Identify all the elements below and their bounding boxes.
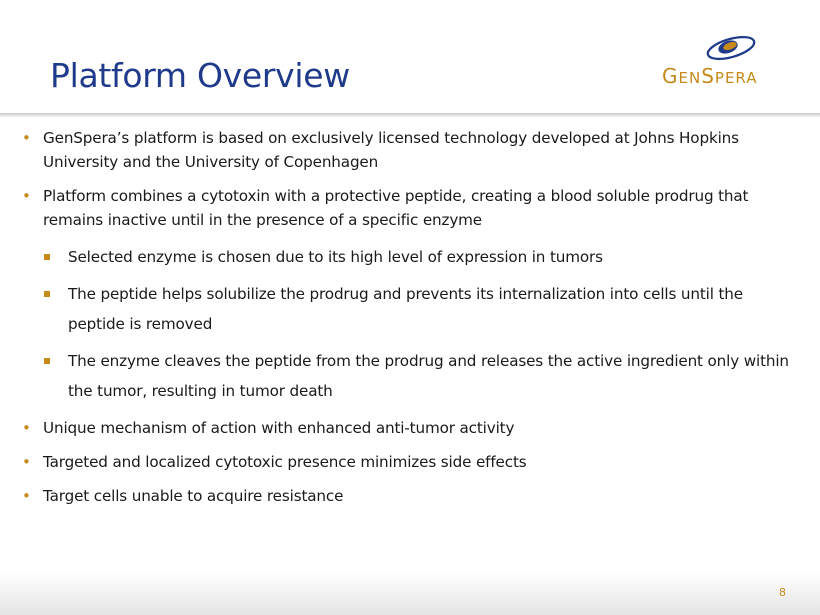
slide-body	[22, 126, 792, 518]
sub-bullet-item: The peptide helps solubilize the prodrug and prevents its internalization into cells until the peptide is removed	[68, 279, 792, 339]
page-number: 8	[779, 586, 786, 599]
sub-bullet-item: Selected enzyme is chosen due to its high level of expression in tumors	[68, 242, 792, 272]
bullet-item: • GenSpera’s platform is based on exclusively licensed technology developed at Johns Hopkins University and the University of Copenhagen	[22, 126, 792, 174]
slide-title: Platform Overview	[50, 56, 350, 95]
sub-bullet-item: The enzyme cleaves the peptide from the prodrug and releases the active ingredient only within the tumor, resulting in tumor death	[68, 346, 792, 406]
logo-wordmark: GENSPERA	[662, 64, 758, 88]
genspera-logo	[662, 34, 808, 98]
bullet-item: • Platform combines a cytotoxin with a protective peptide, creating a blood soluble prodrug that remains inactive until in the presence of a specific enzyme	[22, 184, 792, 232]
bullet-item: • Target cells unable to acquire resistance	[22, 484, 792, 508]
footer-band	[0, 572, 820, 615]
header-divider	[0, 113, 820, 118]
bullet-item: • Unique mechanism of action with enhanced anti-tumor activity	[22, 416, 792, 440]
bullet-item: • Targeted and localized cytotoxic presence minimizes side effects	[22, 450, 792, 474]
logo-orbit-icon	[700, 34, 764, 66]
